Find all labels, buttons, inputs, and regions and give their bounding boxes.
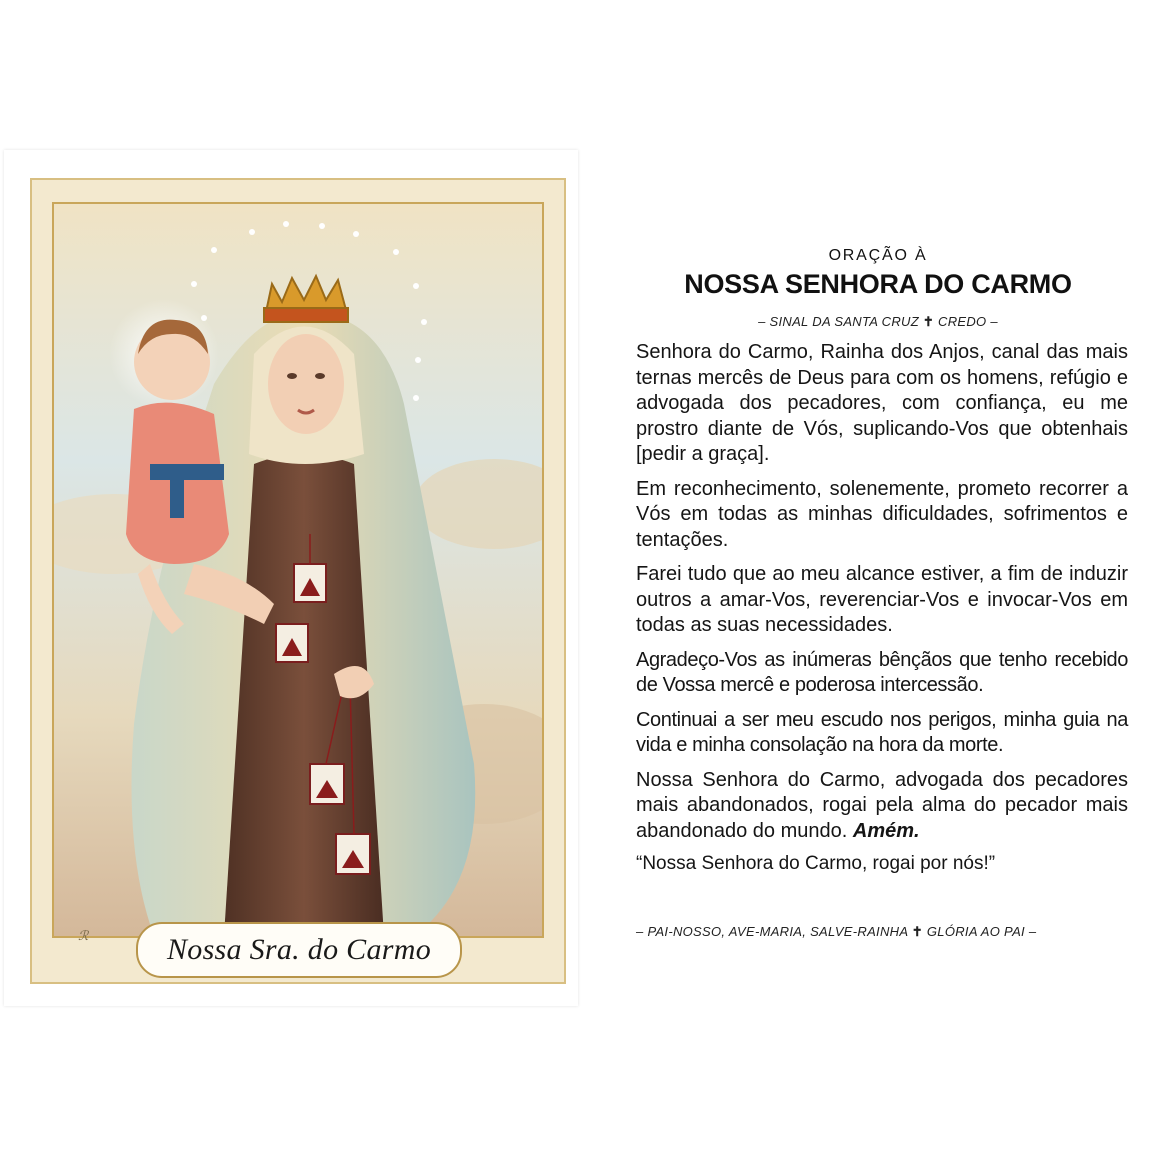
artist-signature: ℛ (78, 928, 89, 943)
amen: Amém. (852, 819, 920, 842)
closing-invocation: “Nossa Senhora do Carmo, rogai por nós!” (636, 853, 996, 874)
holy-card-front (4, 150, 578, 1006)
madonna-illustration (54, 204, 542, 936)
cross-icon: ✝ (922, 314, 935, 329)
holy-card-back (598, 150, 1156, 1006)
prayer-paragraph: Continuai a ser meu escudo nos perigos, minha guia na vida e minha consolação na hora da morte. (636, 708, 1128, 756)
painting (52, 202, 544, 938)
prayer-paragraph: Em reconhecimento, solenemente, prometo recorrer a Vós em todas as minhas dificuldades, sofrimentos e tentações. (636, 477, 1128, 551)
intro-rubric-right: CREDO – (938, 314, 998, 329)
caption-banner (136, 922, 462, 978)
intro-rubric-left: – SINAL DA SANTA CRUZ (758, 314, 919, 329)
prayer-paragraph-final (636, 768, 1128, 845)
ornamental-frame (30, 178, 566, 984)
prayer-subtitle: ORAÇÃO À (828, 247, 928, 264)
card-caption: Nossa Sra. do Carmo (166, 933, 432, 966)
outro-rubric-right: GLÓRIA AO PAI – (926, 924, 1037, 939)
prayer-paragraph: Farei tudo que ao meu alcance estiver, a fim de induzir outros a amar-Vos, reverenciar-Vos e invocar-Vos em todas as suas necessidades. (636, 563, 1128, 636)
intro-rubric (598, 314, 1158, 330)
outro-rubric-left: – PAI-NOSSO, AVE-MARIA, SALVE-RAINHA (636, 924, 908, 939)
prayer-paragraph: Senhora do Carmo, Rainha dos Anjos, canal das mais ternas mercês de Deus para com os homens, refúgio e advogada dos pecadores, com confiança, eu me prostro diante de Vós, suplicando-Vos que obtenhais [pedir a graça]. (636, 341, 1128, 465)
cross-icon: ✝ (911, 924, 923, 939)
prayer-paragraph: Agradeço-Vos as inúmeras bênçãos que tenho recebido de Vossa mercê e poderosa intercessão. (636, 648, 1128, 696)
final-paragraph-text: Nossa Senhora do Carmo, advogada dos pecadores mais abandonados, rogai pela alma do pecador mais abandonado do mundo. (636, 768, 1128, 842)
prayer-title: NOSSA SENHORA DO CARMO (684, 269, 1072, 299)
prayer-body (636, 340, 1128, 875)
outro-rubric (636, 924, 1136, 940)
